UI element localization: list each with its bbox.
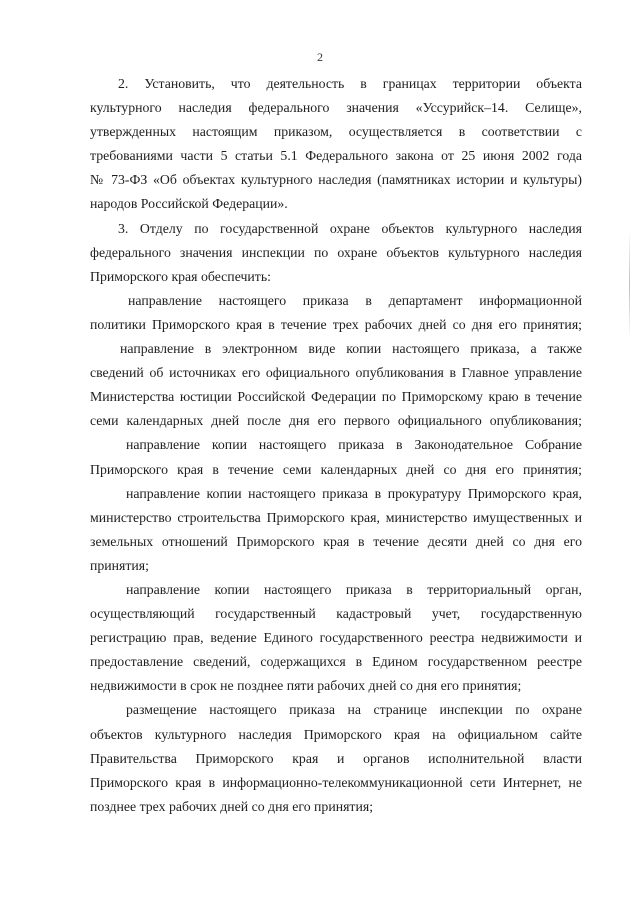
paragraph-line: направление копии настоящего приказа в территориальный орган,: [126, 581, 582, 597]
paragraph-line: министерство строительства Приморского края, министерство имущественных и: [90, 509, 582, 525]
paragraph-line: Министерства юстиции Российской Федерации по Приморскому краю в течение: [90, 389, 582, 405]
paragraph-line: объектов культурного наследия Приморского края на официальном сайте: [90, 726, 582, 742]
paragraph-line: направление копии настоящего приказа в прокуратуру Приморского края,: [126, 485, 582, 501]
paragraph-line: Приморского края обеспечить:: [90, 268, 271, 284]
paragraph-line: предоставление сведений, содержащихся в Едином государственном реестре: [90, 654, 582, 670]
document-body: [90, 72, 582, 819]
paragraph-line: Правительства Приморского края и органов исполнительной власти: [90, 750, 582, 766]
paragraph-line: народов Российской Федерации».: [90, 196, 288, 212]
scan-edge-artifact: [629, 230, 630, 340]
paragraph-line: Приморского края в информационно-телекоммуникационной сети Интернет, не: [90, 774, 582, 790]
paragraph-line: направление в электронном виде копии настоящего приказа, а также: [120, 341, 582, 357]
paragraph-line: принятия;: [90, 557, 149, 573]
paragraph-line: семи календарных дней после дня его первого официального опубликования;: [90, 413, 582, 429]
paragraph-line: политики Приморского края в течение трех рабочих дней со дня его принятия;: [90, 316, 582, 332]
paragraph-line: культурного наследия федерального значения «Уссурийск–14. Селище»,: [90, 100, 582, 116]
paragraph-line: № 73-ФЗ «Об объектах культурного наследия (памятниках истории и культуры): [90, 172, 582, 188]
paragraph-line: требованиями части 5 статьи 5.1 Федерального закона от 25 июня 2002 года: [90, 148, 582, 164]
paragraph-line: направление настоящего приказа в департамент информационной: [128, 292, 582, 308]
paragraph-line: осуществляющий государственный кадастровый учет, государственную: [90, 606, 582, 622]
paragraph-line: сведений об источниках его официального опубликования в Главное управление: [90, 365, 582, 381]
paragraph-line: размещение настоящего приказа на странице инспекции по охране: [126, 702, 582, 718]
paragraph-line: позднее трех рабочих дней со дня его принятия;: [90, 798, 374, 814]
paragraph-line: федерального значения инспекции по охране объектов культурного наследия: [90, 244, 582, 260]
paragraph-line: 3. Отделу по государственной охране объектов культурного наследия: [118, 220, 582, 236]
paragraph-line: регистрацию прав, ведение Единого государственного реестра недвижимости и: [90, 630, 582, 646]
paragraph-line: направление копии настоящего приказа в Законодательное Собрание: [126, 437, 582, 453]
page-number: 2: [317, 50, 323, 64]
paragraph-line: Приморского края в течение семи календарных дней со дня его принятия;: [90, 461, 582, 477]
paragraph-line: недвижимости в срок не позднее пяти рабочих дней со дня его принятия;: [90, 678, 522, 694]
paragraph-line: утвержденных настоящим приказом, осуществляется в соответствии с: [90, 124, 582, 140]
paragraph-line: земельных отношений Приморского края в течение десяти дней со дня его: [90, 533, 582, 549]
paragraph-line: 2. Установить, что деятельность в границах территории объекта: [118, 76, 582, 91]
